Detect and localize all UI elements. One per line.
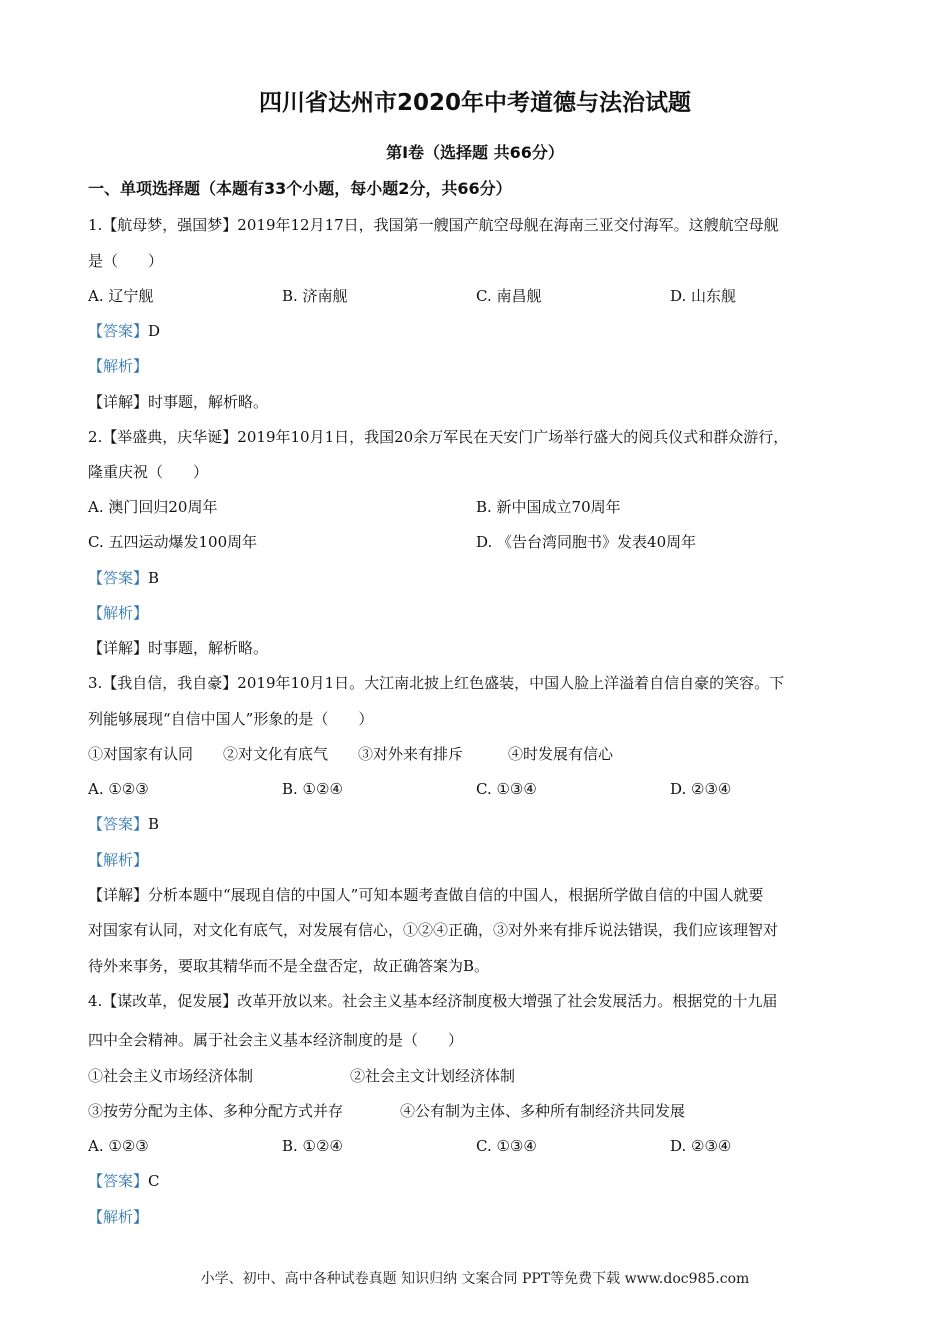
document-title: 四川省达州市2020年中考道德与法治试题 (258, 90, 691, 116)
q2-option-d: D. 《告台湾同胞书》发表40周年 (476, 533, 697, 551)
q4-stem-line2: 四中全会精神。属于社会主义基本经济制度的是（ ） (88, 1031, 464, 1049)
q4-statement-4: ④公有制为主体、多种所有制经济共同发展 (400, 1102, 686, 1120)
analysis-label: 【解析】 (88, 604, 149, 622)
q3-option-c: C. ①③④ (476, 780, 537, 798)
analysis-label: 【解析】 (88, 1208, 149, 1226)
answer-label: 【答案】 (88, 1172, 149, 1190)
q1-answer-value: D (148, 322, 161, 340)
q3-detail-line3: 待外来事务，要取其精华而不是全盘否定，故正确答案为B。 (88, 957, 490, 975)
q4-answer-value: C (148, 1172, 160, 1190)
q3-option-b: B. ①②④ (282, 780, 343, 798)
q4-statement-3: ③按劳分配为主体、多种分配方式并存 (88, 1102, 344, 1120)
q3-statements: ①对国家有认同 ②对文化有底气 ③对外来有排斥 ④时发展有信心 (88, 745, 614, 763)
q3-detail-line2: 对国家有认同，对文化有底气，对发展有信心，①②④正确，③对外来有排斥说法错误，我们应该理智对 (88, 921, 779, 939)
q2-stem-line1: 2.【举盛典，庆华诞】2019年10月1日，我国20余万军民在天安门广场举行盛大的阅兵仪式和群众游行， (88, 428, 789, 446)
section-heading: 一、单项选择题（本题有33个小题，每小题2分，共66分） (88, 179, 512, 198)
q4-option-d: D. ②③④ (670, 1137, 732, 1155)
analysis-label: 【解析】 (88, 357, 149, 375)
detail-label: 【详解】 (88, 886, 149, 904)
q4-stem-line1: 4.【谋改革，促发展】改革开放以来。社会主义基本经济制度极大增强了社会发展活力。根据党的十九届 (88, 992, 778, 1010)
q1-option-a: A. 辽宁舰 (88, 287, 154, 305)
analysis-label: 【解析】 (88, 851, 149, 869)
q3-stem-line1: 3.【我自信，我自豪】2019年10月1日。大江南北披上红色盛装，中国人脸上洋溢着自信自豪的笑容。下 (88, 674, 785, 692)
q2-option-c: C. 五四运动爆发100周年 (88, 533, 258, 551)
q3-analysis (88, 849, 868, 871)
answer-label: 【答案】 (88, 815, 149, 833)
q4-statement-1: ①社会主义市场经济体制 (88, 1067, 254, 1085)
q2-analysis (88, 602, 868, 624)
q4-option-c: C. ①③④ (476, 1137, 537, 1155)
q1-detail-text: 时事题，解析略。 (148, 393, 269, 411)
q3-answer-value: B (148, 815, 160, 833)
q4-option-a: A. ①②③ (88, 1137, 149, 1155)
q1-stem-line2: 是（ ） (88, 252, 164, 270)
q4-answer (88, 1170, 868, 1192)
q3-detail-text-1: 分析本题中“展现自信的中国人”可知本题考查做自信的中国人，根据所学做自信的中国人就要 (148, 886, 764, 904)
q4-analysis (88, 1206, 868, 1228)
q2-option-b: B. 新中国成立70周年 (476, 498, 621, 516)
q1-answer (88, 320, 868, 342)
page-footer: 小学、初中、高中各种试卷真题 知识归纳 文案合同 PPT等免费下载 www.doc985.com (200, 1271, 750, 1287)
q2-answer-value: B (148, 569, 160, 587)
q3-option-a: A. ①②③ (88, 780, 149, 798)
q2-detail (88, 637, 868, 659)
q2-detail-text: 时事题，解析略。 (148, 639, 269, 657)
detail-label: 【详解】 (88, 639, 149, 657)
q4-statement-2: ②社会主文计划经济体制 (350, 1067, 516, 1085)
q2-stem-line2: 隆重庆祝（ ） (88, 463, 209, 481)
q1-option-d: D. 山东舰 (670, 287, 737, 305)
document-subtitle: 第I卷（选择题 共66分） (386, 143, 564, 162)
q1-analysis (88, 355, 868, 377)
q1-stem-line1: 1.【航母梦，强国梦】2019年12月17日，我国第一艘国产航空母舰在海南三亚交付海军。这艘航空母舰 (88, 216, 779, 234)
q1-detail (88, 391, 868, 413)
q1-option-c: C. 南昌舰 (476, 287, 542, 305)
answer-label: 【答案】 (88, 569, 149, 587)
q3-option-d: D. ②③④ (670, 780, 732, 798)
q4-option-b: B. ①②④ (282, 1137, 343, 1155)
q3-stem-line2: 列能够展现“自信中国人”形象的是（ ） (88, 710, 374, 728)
q3-answer (88, 813, 868, 835)
q2-answer (88, 567, 868, 589)
answer-label: 【答案】 (88, 322, 149, 340)
q2-option-a: A. 澳门回归20周年 (88, 498, 218, 516)
q3-detail-line1 (88, 884, 868, 906)
detail-label: 【详解】 (88, 393, 149, 411)
q1-option-b: B. 济南舰 (282, 287, 348, 305)
